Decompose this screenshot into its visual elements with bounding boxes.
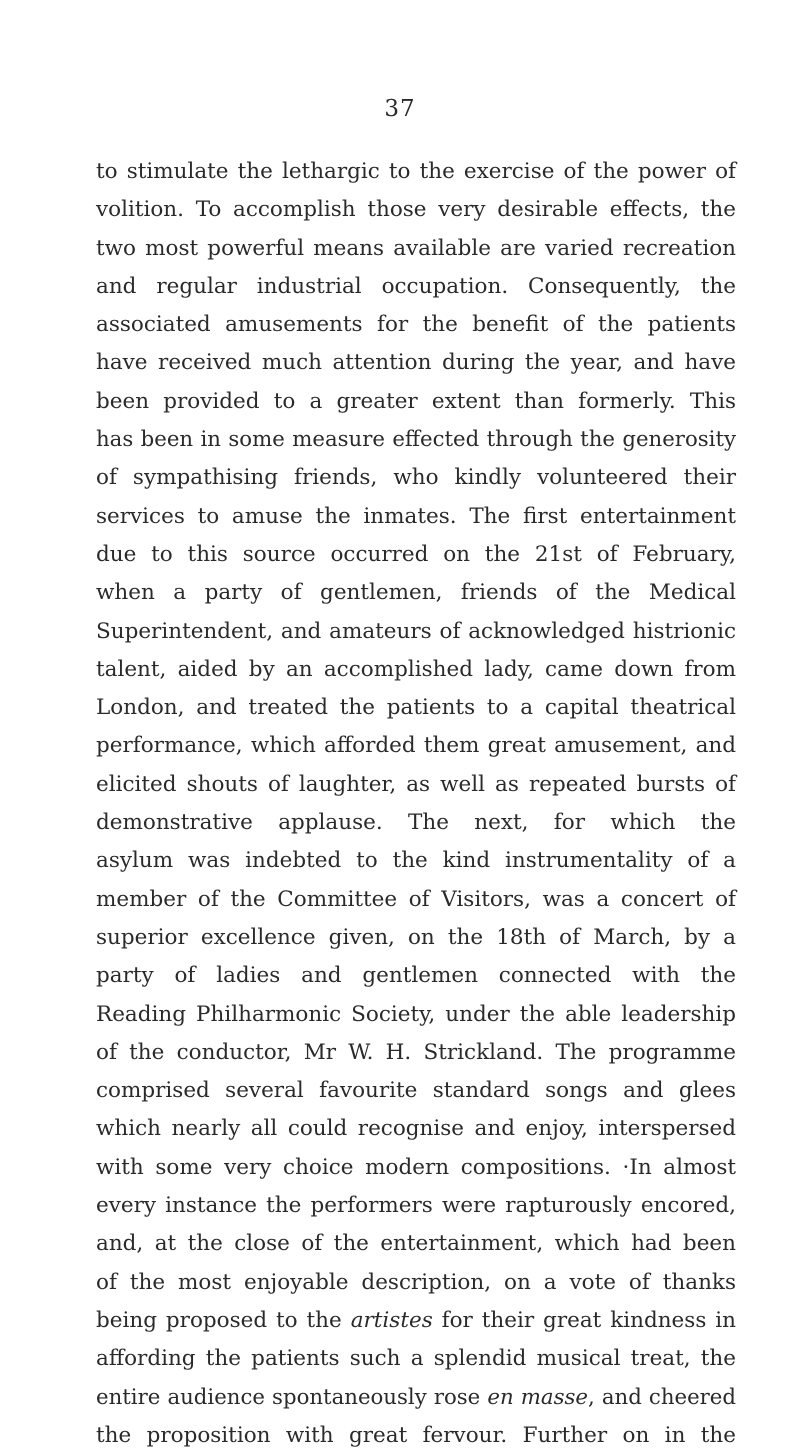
- text-line: affording the patients such a splendid musical treat, the: [96, 1346, 736, 1372]
- text-line: associated amusements for the benefit of the patients: [96, 312, 736, 338]
- text-line: with some very choice modern compositions. ·In almost: [96, 1154, 736, 1180]
- text-segment: being proposed to the: [96, 1307, 351, 1333]
- text-line: elicited shouts of laughter, as well as repeated bursts of: [96, 771, 736, 797]
- text-line: of sympathising friends, who kindly volunteered their: [96, 465, 736, 491]
- text-line: services to amuse the inmates. The first entertainment: [96, 503, 736, 529]
- text-line: asylum was indebted to the kind instrumentality of a: [96, 848, 736, 874]
- text-line: superior excellence given, on the 18th of March, by a: [96, 924, 736, 950]
- text-line: been provided to a greater extent than formerly. This: [96, 388, 736, 414]
- text-line: due to this source occurred on the 21st of February,: [96, 541, 736, 567]
- text-line: party of ladies and gentlemen connected with the: [96, 963, 736, 989]
- text-line: have received much attention during the year, and have: [96, 350, 736, 376]
- text-segment: entire audience spontaneously rose: [96, 1384, 488, 1410]
- text-line: [96, 1379, 736, 1417]
- text-line: [96, 1302, 736, 1340]
- text-segment: , and cheered: [587, 1384, 736, 1410]
- text-line: two most powerful means available are varied recreation: [96, 235, 736, 261]
- text-segment: for their great kindness in: [432, 1307, 736, 1333]
- text-line: comprised several favourite standard songs and glees: [96, 1078, 736, 1104]
- text-line: to stimulate the lethargic to the exercise of the power of: [96, 159, 736, 184]
- text-line: volition. To accomplish those very desirable effects, the: [96, 197, 736, 223]
- text-line: London, and treated the patients to a capital theatrical: [96, 695, 736, 721]
- text-line: of the most enjoyable description, on a vote of thanks: [96, 1269, 736, 1295]
- text-line: the proposition with great fervour. Further on in the: [96, 1422, 736, 1448]
- text-line: Superintendent, and amateurs of acknowledged histrionic: [96, 618, 736, 644]
- text-line: talent, aided by an accomplished lady, came down from: [96, 656, 736, 682]
- italic-term: en masse: [487, 1384, 588, 1410]
- page-number: 37: [384, 96, 416, 122]
- text-line: performance, which afforded them great amusement, and: [96, 733, 736, 759]
- body-text: [96, 153, 736, 1455]
- text-line: member of the Committee of Visitors, was a concert of: [96, 886, 736, 912]
- text-line: every instance the performers were rapturously encored,: [96, 1193, 736, 1219]
- text-line: and regular industrial occupation. Consequently, the: [96, 273, 736, 299]
- italic-term: artistes: [350, 1307, 433, 1333]
- text-line: and, at the close of the entertainment, which had been: [96, 1231, 736, 1257]
- text-line: has been in some measure effected through the generosity: [96, 427, 736, 453]
- text-line: Reading Philharmonic Society, under the able leadership: [96, 1001, 736, 1027]
- text-line: of the conductor, Mr W. H. Strickland. The programme: [96, 1039, 736, 1065]
- text-line: when a party of gentlemen, friends of the Medical: [96, 580, 736, 606]
- text-line: which nearly all could recognise and enjoy, interspersed: [96, 1116, 736, 1142]
- text-line: demonstrative applause. The next, for which the: [96, 810, 736, 836]
